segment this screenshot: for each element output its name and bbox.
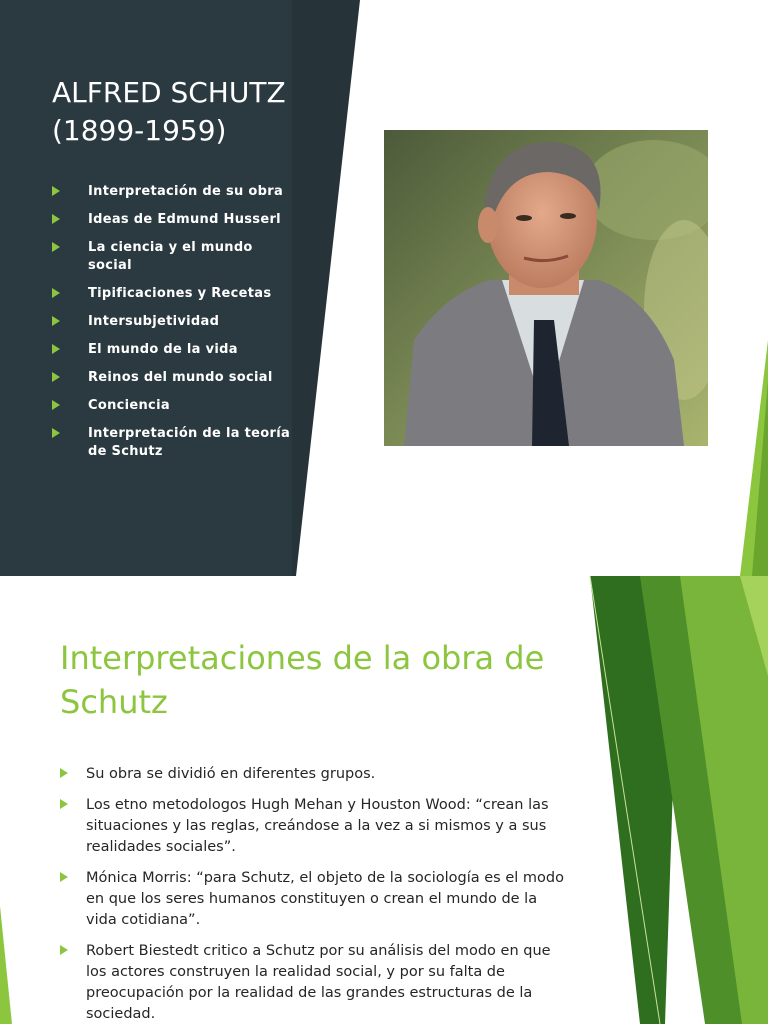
- triangle-bullet-icon: [52, 214, 60, 224]
- list-item: Interpretación de la teoría de Schutz: [52, 425, 292, 461]
- triangle-bullet-icon: [52, 400, 60, 410]
- list-item: Conciencia: [52, 397, 292, 415]
- list-item: La ciencia y el mundo social: [52, 239, 292, 275]
- interpretations-list: [60, 764, 570, 1024]
- triangle-bullet-icon: [60, 872, 68, 882]
- triangle-bullet-icon: [60, 945, 68, 955]
- triangle-bullet-icon: [52, 428, 60, 438]
- list-item: El mundo de la vida: [52, 341, 292, 359]
- dark-panel-edge: [292, 0, 360, 576]
- list-item: Ideas de Edmund Husserl: [52, 211, 292, 229]
- triangle-bullet-icon: [60, 768, 68, 778]
- triangle-bullet-icon: [52, 242, 60, 252]
- list-item: Reinos del mundo social: [52, 369, 292, 387]
- portrait-illustration: [384, 130, 708, 446]
- list-item: Intersubjetividad: [52, 313, 292, 331]
- triangle-bullet-icon: [52, 372, 60, 382]
- triangle-bullet-icon: [52, 186, 60, 196]
- triangle-bullet-icon: [52, 344, 60, 354]
- triangle-bullet-icon: [52, 316, 60, 326]
- slide-2: [0, 576, 768, 1024]
- triangle-bullet-icon: [52, 288, 60, 298]
- title-years: (1899-1959): [52, 114, 227, 147]
- topics-list: [52, 183, 292, 471]
- list-item: Robert Biestedt critico a Schutz por su análisis del modo en que los actores construyen la realidad social, y por su falta de preocupación por la realidad de las grandes estructuras de la sociedad.: [60, 941, 570, 1024]
- list-item: Tipificaciones y Recetas: [52, 285, 292, 303]
- list-item: Los etno metodologos Hugh Mehan y Houston Wood: “crean las situaciones y las reglas, creándose a la vez a si mismos y a sus realidades sociales”.: [60, 795, 570, 858]
- left-green-sliver: [0, 906, 12, 1024]
- slide-2-title: Interpretaciones de la obra de Schutz: [60, 639, 545, 721]
- title-name: ALFRED SCHUTZ: [52, 76, 286, 109]
- triangle-bullet-icon: [60, 799, 68, 809]
- list-item: Mónica Morris: “para Schutz, el objeto de la sociología es el modo en que los seres humanos constituyen o crean el mundo de la vida cotidiana”.: [60, 868, 570, 931]
- portrait-photo: [384, 130, 708, 446]
- list-item: Interpretación de su obra: [52, 183, 292, 201]
- slide-1-title: [52, 74, 302, 150]
- list-item: Su obra se dividió en diferentes grupos.: [60, 764, 570, 785]
